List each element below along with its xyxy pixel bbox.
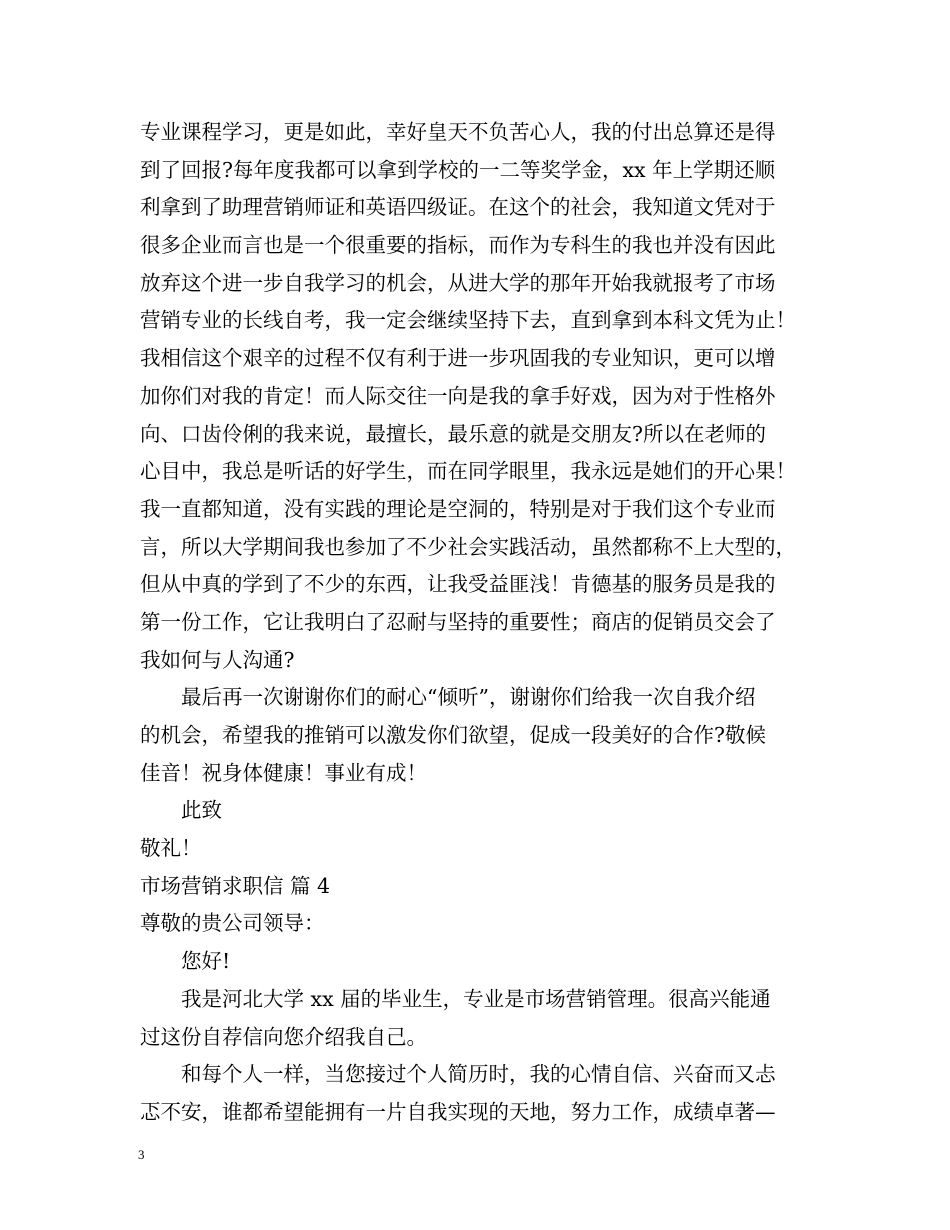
- text-line: 到了回报?每年度我都可以拿到学校的一二等奖学金，xx 年上学期还顺: [140, 157, 776, 182]
- body-text: [140, 114, 830, 1132]
- text-line: 营销专业的长线自考，我一定会继续坚持下去，直到拿到本科文凭为止！: [140, 308, 796, 333]
- text-line: 佳音！祝身体健康！事业有成！: [140, 760, 427, 785]
- text-line: 放弃这个进一步自我学习的机会，从进大学的那年开始我就报考了市场: [140, 270, 776, 295]
- letter-salutation: 尊敬的贵公司领导：: [140, 911, 325, 936]
- text-line: 专业课程学习，更是如此，幸好皇天不负苦心人，我的付出总算还是得: [140, 120, 776, 144]
- text-line: 忑不安，谁都希望能拥有一片自我实现的天地，努力工作，成绩卓著—: [140, 1099, 776, 1124]
- text-line: 过这份自荐信向您介绍我自己。: [140, 1024, 427, 1049]
- greeting: 您好!: [181, 949, 231, 974]
- paragraph-start: 和每个人一样，当您接过个人简历时，我的心情自信、兴奋而又忐: [181, 1062, 776, 1087]
- text-line: 但从中真的学到了不少的东西，让我受益匪浅！肯德基的服务员是我的: [140, 572, 776, 597]
- paragraph-start: 我是河北大学 xx 届的毕业生，专业是市场营销管理。很高兴能通: [181, 986, 771, 1011]
- text-line: 的机会，希望我的推销可以激发你们欲望，促成一段美好的合作?敬候: [140, 723, 766, 747]
- page-number: 3: [138, 1147, 145, 1162]
- closing-regards: 敬礼！: [140, 836, 202, 861]
- text-line: 我如何与人沟通?: [140, 647, 295, 672]
- text-line: 利拿到了助理营销师证和英语四级证。在这个的社会，我知道文凭对于: [140, 195, 776, 220]
- text-line: 我一直都知道，没有实践的理论是空洞的，特别是对于我们这个专业而: [140, 496, 776, 521]
- text-line: 言，所以大学期间我也参加了不少社会实践活动，虽然都称不上大型的，: [140, 534, 796, 559]
- text-line: 加你们对我的肯定！而人际交往一向是我的拿手好戏，因为对于性格外: [140, 383, 776, 408]
- text-line: 第一份工作，它让我明白了忍耐与坚持的重要性；商店的促销员交会了: [140, 609, 776, 634]
- closing-salutation: 此致: [181, 798, 222, 823]
- text-line: 很多企业而言也是一个很重要的指标，而作为专科生的我也并没有因此: [140, 233, 776, 258]
- text-line: 我相信这个艰辛的过程不仅有利于进一步巩固我的专业知识，更可以增: [140, 346, 776, 371]
- paragraph-start: 最后再一次谢谢你们的耐心“倾听”，谢谢你们给我一次自我介绍: [181, 685, 756, 710]
- section-heading: 市场营销求职信 篇 4: [140, 873, 331, 898]
- text-line: 向、口齿伶俐的我来说，最擅长，最乐意的就是交朋友?所以在老师的: [140, 421, 766, 446]
- text-line: 心目中，我总是听话的好学生，而在同学眼里，我永远是她们的开心果！: [140, 459, 796, 484]
